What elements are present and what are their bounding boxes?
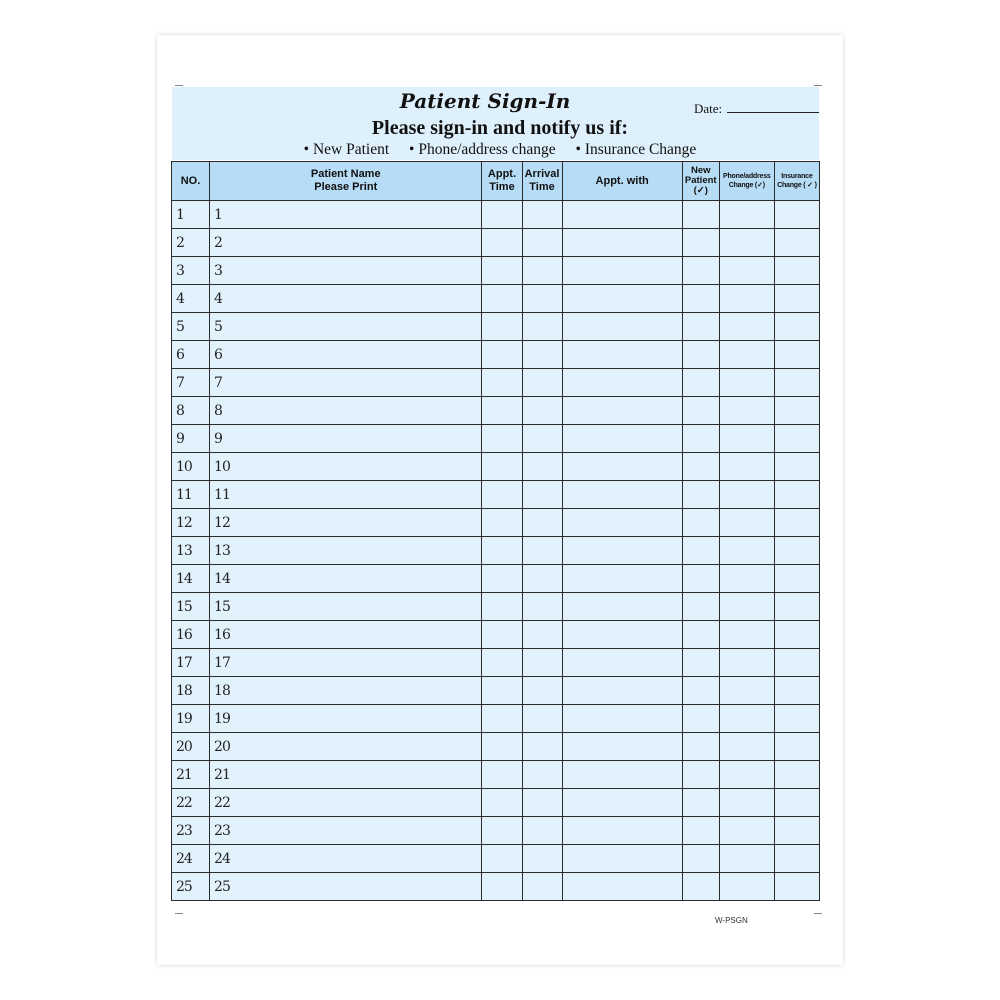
arrival-time-cell[interactable] (522, 481, 562, 509)
appt-with-cell[interactable] (562, 369, 682, 397)
phone-address-cell[interactable] (719, 537, 774, 565)
new-patient-cell[interactable] (682, 677, 719, 705)
appt-with-cell[interactable] (562, 705, 682, 733)
appt-with-cell[interactable] (562, 593, 682, 621)
row-number: 2 (172, 229, 210, 257)
table-row (172, 481, 820, 509)
new-patient-cell[interactable] (682, 257, 719, 285)
insurance-cell[interactable] (774, 397, 819, 425)
appt-time-cell[interactable] (482, 229, 522, 257)
new-patient-cell[interactable] (682, 453, 719, 481)
appt-with-cell[interactable] (562, 397, 682, 425)
patient-name-cell[interactable]: 2 (210, 229, 482, 257)
row-number: 12 (172, 509, 210, 537)
row-number: 9 (172, 425, 210, 453)
sign-in-sheet (157, 35, 843, 965)
row-number: 21 (172, 761, 210, 789)
insurance-cell[interactable] (774, 285, 819, 313)
patient-name-cell[interactable]: 12 (210, 509, 482, 537)
row-number: 16 (172, 621, 210, 649)
patient-name-cell[interactable]: 25 (210, 873, 482, 901)
patient-name-cell[interactable]: 7 (210, 369, 482, 397)
date-field-line[interactable] (727, 112, 819, 113)
form-title: Patient Sign-In (399, 89, 571, 113)
insurance-cell[interactable] (774, 313, 819, 341)
table-row (172, 201, 820, 229)
row-number: 14 (172, 565, 210, 593)
appt-time-cell[interactable] (482, 565, 522, 593)
table-row (172, 789, 820, 817)
table-row (172, 453, 820, 481)
reason-phone-address: • Phone/address change (409, 141, 556, 158)
row-number: 13 (172, 537, 210, 565)
appt-with-cell[interactable] (562, 453, 682, 481)
patient-name-cell[interactable]: 19 (210, 705, 482, 733)
insurance-cell[interactable] (774, 789, 819, 817)
patient-name-cell[interactable]: 15 (210, 593, 482, 621)
appt-with-cell[interactable] (562, 313, 682, 341)
date-label: Date: (694, 101, 723, 116)
patient-name-cell[interactable]: 21 (210, 761, 482, 789)
arrival-time-cell[interactable] (522, 845, 562, 873)
crop-mark (175, 85, 183, 86)
insurance-cell[interactable] (774, 341, 819, 369)
table-row (172, 425, 820, 453)
arrival-time-cell[interactable] (522, 397, 562, 425)
arrival-time-cell[interactable] (522, 285, 562, 313)
patient-name-cell[interactable]: 16 (210, 621, 482, 649)
patient-name-cell[interactable]: 20 (210, 733, 482, 761)
table-row (172, 285, 820, 313)
patient-name-cell[interactable]: 14 (210, 565, 482, 593)
phone-address-cell[interactable] (719, 593, 774, 621)
appt-time-cell[interactable] (482, 817, 522, 845)
phone-address-cell[interactable] (719, 789, 774, 817)
patient-name-cell[interactable]: 6 (210, 341, 482, 369)
table-row (172, 845, 820, 873)
row-number: 24 (172, 845, 210, 873)
new-patient-cell[interactable] (682, 705, 719, 733)
appt-time-cell[interactable] (482, 789, 522, 817)
arrival-time-cell[interactable] (522, 761, 562, 789)
table-row (172, 369, 820, 397)
patient-name-cell[interactable]: 11 (210, 481, 482, 509)
appt-time-cell[interactable] (482, 257, 522, 285)
appt-with-cell[interactable] (562, 845, 682, 873)
appt-time-cell[interactable] (482, 341, 522, 369)
arrival-time-cell[interactable] (522, 705, 562, 733)
row-number: 1 (172, 201, 210, 229)
insurance-cell[interactable] (774, 593, 819, 621)
new-patient-cell[interactable] (682, 649, 719, 677)
arrival-time-cell[interactable] (522, 621, 562, 649)
appt-with-cell[interactable] (562, 201, 682, 229)
row-number: 19 (172, 705, 210, 733)
appt-with-cell[interactable] (562, 789, 682, 817)
new-patient-cell[interactable] (682, 481, 719, 509)
appt-time-cell[interactable] (482, 677, 522, 705)
new-patient-cell[interactable] (682, 229, 719, 257)
phone-address-cell[interactable] (719, 257, 774, 285)
row-number: 3 (172, 257, 210, 285)
appt-time-cell[interactable] (482, 481, 522, 509)
appt-with-cell[interactable] (562, 733, 682, 761)
new-patient-cell[interactable] (682, 201, 719, 229)
phone-address-cell[interactable] (719, 845, 774, 873)
appt-with-cell[interactable] (562, 481, 682, 509)
notify-reasons (157, 141, 843, 159)
phone-address-cell[interactable] (719, 705, 774, 733)
arrival-time-cell[interactable] (522, 593, 562, 621)
col-header-patient-name: Patient Name Please Print (210, 162, 482, 201)
insurance-cell[interactable] (774, 453, 819, 481)
new-patient-cell[interactable] (682, 873, 719, 901)
table-row (172, 593, 820, 621)
appt-time-cell[interactable] (482, 509, 522, 537)
insurance-cell[interactable] (774, 369, 819, 397)
row-number: 5 (172, 313, 210, 341)
appt-with-cell[interactable] (562, 229, 682, 257)
insurance-cell[interactable] (774, 621, 819, 649)
appt-with-cell[interactable] (562, 425, 682, 453)
phone-address-cell[interactable] (719, 509, 774, 537)
appt-time-cell[interactable] (482, 453, 522, 481)
patient-name-cell[interactable]: 9 (210, 425, 482, 453)
appt-time-cell[interactable] (482, 621, 522, 649)
table-row (172, 397, 820, 425)
insurance-cell[interactable] (774, 481, 819, 509)
phone-address-cell[interactable] (719, 285, 774, 313)
table-row (172, 761, 820, 789)
arrival-time-cell[interactable] (522, 341, 562, 369)
patient-name-cell[interactable]: 4 (210, 285, 482, 313)
row-number: 22 (172, 789, 210, 817)
table-row (172, 705, 820, 733)
insurance-cell[interactable] (774, 873, 819, 901)
arrival-time-cell[interactable] (522, 313, 562, 341)
appt-time-cell[interactable] (482, 285, 522, 313)
arrival-time-cell[interactable] (522, 733, 562, 761)
appt-time-cell[interactable] (482, 425, 522, 453)
row-number: 15 (172, 593, 210, 621)
insurance-cell[interactable] (774, 229, 819, 257)
phone-address-cell[interactable] (719, 341, 774, 369)
row-number: 7 (172, 369, 210, 397)
row-number: 6 (172, 341, 210, 369)
arrival-time-cell[interactable] (522, 425, 562, 453)
patient-name-cell[interactable]: 17 (210, 649, 482, 677)
appt-time-cell[interactable] (482, 705, 522, 733)
phone-address-cell[interactable] (719, 425, 774, 453)
phone-address-cell[interactable] (719, 229, 774, 257)
table-row (172, 537, 820, 565)
appt-with-cell[interactable] (562, 873, 682, 901)
appt-time-cell[interactable] (482, 761, 522, 789)
new-patient-cell[interactable] (682, 789, 719, 817)
appt-with-cell[interactable] (562, 341, 682, 369)
arrival-time-cell[interactable] (522, 369, 562, 397)
appt-time-cell[interactable] (482, 649, 522, 677)
appt-with-cell[interactable] (562, 761, 682, 789)
table-row (172, 313, 820, 341)
insurance-cell[interactable] (774, 425, 819, 453)
phone-address-cell[interactable] (719, 369, 774, 397)
col-header-appt-time: Appt. Time (482, 162, 522, 201)
insurance-cell[interactable] (774, 565, 819, 593)
arrival-time-cell[interactable] (522, 257, 562, 285)
new-patient-cell[interactable] (682, 621, 719, 649)
new-patient-cell[interactable] (682, 761, 719, 789)
arrival-time-cell[interactable] (522, 565, 562, 593)
phone-address-cell[interactable] (719, 397, 774, 425)
table-row (172, 817, 820, 845)
new-patient-cell[interactable] (682, 313, 719, 341)
appt-time-cell[interactable] (482, 593, 522, 621)
col-header-no: NO. (172, 162, 210, 201)
patient-name-cell[interactable]: 18 (210, 677, 482, 705)
table-row (172, 565, 820, 593)
row-number: 10 (172, 453, 210, 481)
arrival-time-cell[interactable] (522, 201, 562, 229)
phone-address-cell[interactable] (719, 481, 774, 509)
insurance-cell[interactable] (774, 537, 819, 565)
new-patient-cell[interactable] (682, 509, 719, 537)
insurance-cell[interactable] (774, 845, 819, 873)
appt-with-cell[interactable] (562, 649, 682, 677)
col-header-arrival-time: Arrival Time (522, 162, 562, 201)
table-header-row (172, 162, 820, 201)
insurance-cell[interactable] (774, 509, 819, 537)
appt-with-cell[interactable] (562, 537, 682, 565)
table-row (172, 509, 820, 537)
arrival-time-cell[interactable] (522, 453, 562, 481)
patient-name-cell[interactable]: 23 (210, 817, 482, 845)
patient-name-cell[interactable]: 13 (210, 537, 482, 565)
appt-time-cell[interactable] (482, 733, 522, 761)
crop-mark (814, 85, 822, 86)
table-row (172, 733, 820, 761)
arrival-time-cell[interactable] (522, 817, 562, 845)
row-number: 18 (172, 677, 210, 705)
insurance-cell[interactable] (774, 705, 819, 733)
crop-mark (814, 913, 822, 914)
patient-name-cell[interactable]: 5 (210, 313, 482, 341)
table-row (172, 621, 820, 649)
arrival-time-cell[interactable] (522, 789, 562, 817)
new-patient-cell[interactable] (682, 369, 719, 397)
appt-time-cell[interactable] (482, 369, 522, 397)
row-number: 11 (172, 481, 210, 509)
row-number: 17 (172, 649, 210, 677)
insurance-cell[interactable] (774, 201, 819, 229)
insurance-cell[interactable] (774, 677, 819, 705)
crop-mark (175, 913, 183, 914)
sign-in-table (171, 161, 820, 901)
new-patient-cell[interactable] (682, 565, 719, 593)
patient-name-cell[interactable]: 24 (210, 845, 482, 873)
phone-address-cell[interactable] (719, 649, 774, 677)
appt-time-cell[interactable] (482, 873, 522, 901)
phone-address-cell[interactable] (719, 201, 774, 229)
col-header-appt-with: Appt. with (562, 162, 682, 201)
phone-address-cell[interactable] (719, 453, 774, 481)
table-row (172, 649, 820, 677)
appt-with-cell[interactable] (562, 565, 682, 593)
new-patient-cell[interactable] (682, 593, 719, 621)
phone-address-cell[interactable] (719, 817, 774, 845)
insurance-cell[interactable] (774, 649, 819, 677)
new-patient-cell[interactable] (682, 733, 719, 761)
reason-insurance: • Insurance Change (575, 141, 697, 158)
appt-time-cell[interactable] (482, 313, 522, 341)
arrival-time-cell[interactable] (522, 509, 562, 537)
new-patient-cell[interactable] (682, 537, 719, 565)
table-row (172, 341, 820, 369)
appt-time-cell[interactable] (482, 397, 522, 425)
phone-address-cell[interactable] (719, 621, 774, 649)
new-patient-cell[interactable] (682, 817, 719, 845)
appt-with-cell[interactable] (562, 285, 682, 313)
new-patient-cell[interactable] (682, 341, 719, 369)
table-row (172, 677, 820, 705)
row-number: 8 (172, 397, 210, 425)
patient-name-cell[interactable]: 10 (210, 453, 482, 481)
row-number: 4 (172, 285, 210, 313)
appt-with-cell[interactable] (562, 257, 682, 285)
arrival-time-cell[interactable] (522, 537, 562, 565)
phone-address-cell[interactable] (719, 313, 774, 341)
col-header-phone-address: Phone/address Change (✓) (719, 162, 774, 201)
reason-new-patient: • New Patient (303, 141, 390, 158)
phone-address-cell[interactable] (719, 761, 774, 789)
phone-address-cell[interactable] (719, 677, 774, 705)
new-patient-cell[interactable] (682, 397, 719, 425)
appt-with-cell[interactable] (562, 677, 682, 705)
appt-time-cell[interactable] (482, 845, 522, 873)
row-number: 25 (172, 873, 210, 901)
patient-name-cell[interactable]: 1 (210, 201, 482, 229)
phone-address-cell[interactable] (719, 873, 774, 901)
appt-time-cell[interactable] (482, 201, 522, 229)
patient-name-cell[interactable]: 22 (210, 789, 482, 817)
patient-name-cell[interactable]: 3 (210, 257, 482, 285)
arrival-time-cell[interactable] (522, 229, 562, 257)
insurance-cell[interactable] (774, 257, 819, 285)
arrival-time-cell[interactable] (522, 649, 562, 677)
col-header-new-patient: New Patient (✓) (682, 162, 719, 201)
insurance-cell[interactable] (774, 761, 819, 789)
new-patient-cell[interactable] (682, 845, 719, 873)
insurance-cell[interactable] (774, 817, 819, 845)
row-number: 20 (172, 733, 210, 761)
insurance-cell[interactable] (774, 733, 819, 761)
new-patient-cell[interactable] (682, 425, 719, 453)
row-number: 23 (172, 817, 210, 845)
appt-with-cell[interactable] (562, 817, 682, 845)
phone-address-cell[interactable] (719, 733, 774, 761)
appt-with-cell[interactable] (562, 621, 682, 649)
form-subtitle: Please sign-in and notify us if: (371, 117, 629, 139)
arrival-time-cell[interactable] (522, 873, 562, 901)
appt-time-cell[interactable] (482, 537, 522, 565)
new-patient-cell[interactable] (682, 285, 719, 313)
patient-name-cell[interactable]: 8 (210, 397, 482, 425)
phone-address-cell[interactable] (719, 565, 774, 593)
form-code: W-PSGN (715, 916, 748, 925)
table-row (172, 229, 820, 257)
table-row (172, 873, 820, 901)
col-header-insurance: Insurance Change ( ✓ ) (774, 162, 819, 201)
appt-with-cell[interactable] (562, 509, 682, 537)
arrival-time-cell[interactable] (522, 677, 562, 705)
table-row (172, 257, 820, 285)
